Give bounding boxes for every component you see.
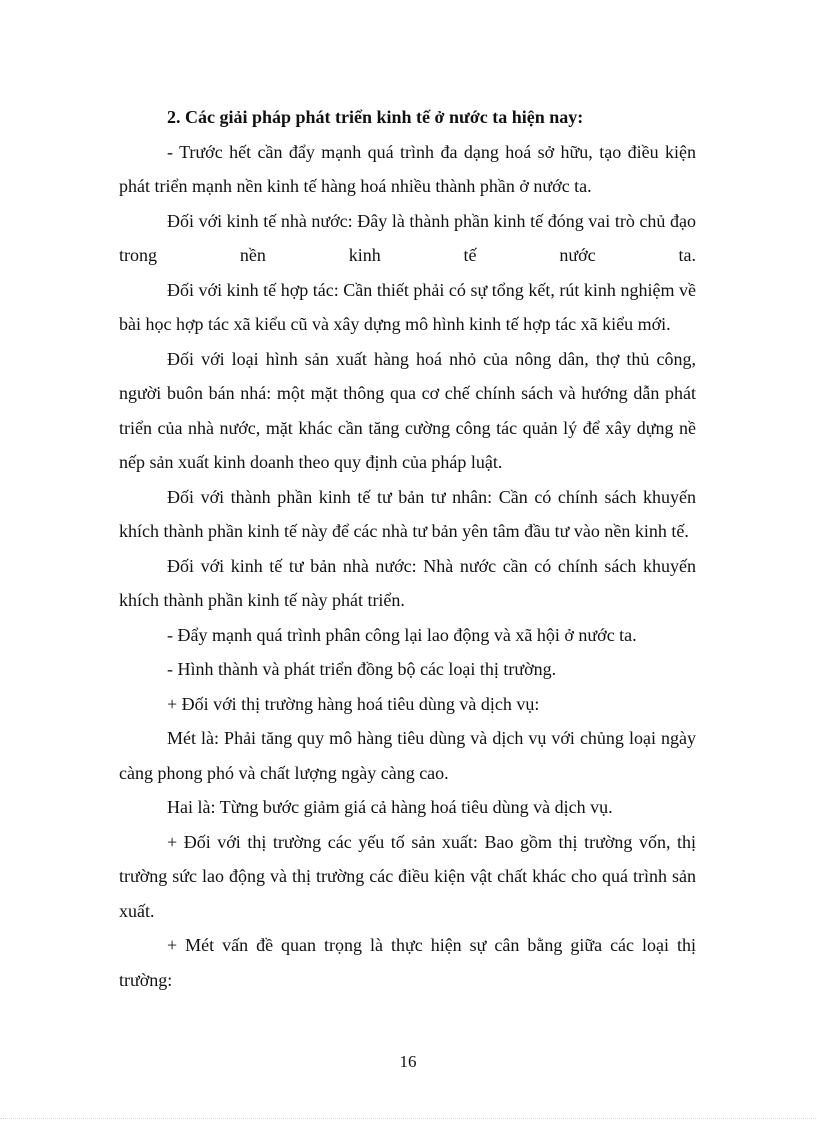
paragraph-state-capital: Đối với kinh tế tư bản nhà nước: Nhà nước cần có chính sách khuyến khích thành phần kinh tế này phát triển.	[119, 555, 696, 610]
paragraph-market-development: - Hình thành và phát triển đồng bộ các loại thị trường.	[167, 659, 557, 679]
page-body	[119, 100, 696, 997]
paragraph-first-point: Mét là: Phải tăng quy mô hàng tiêu dùng và dịch vụ với chủng loại ngày càng phong phó và chất lượng ngày càng cao.	[119, 728, 696, 783]
page-number: 16	[399, 1052, 417, 1071]
paragraph-state-economy: Đối với kinh tế nhà nước: Đây là thành phần kinh tế đóng vai trò chủ đạo trong nền kinh tế nước ta.	[119, 210, 696, 265]
paragraph-cooperative-economy: Đối với kinh tế hợp tác: Cần thiết phải có sự tổng kết, rút kinh nghiệm về bài học hợp tác xã kiểu cũ và xây dựng mô hình kinh tế hợp tác xã kiểu mới.	[119, 279, 696, 334]
paragraph-private-capital: Đối với thành phần kinh tế tư bản tư nhân: Cần có chính sách khuyến khích thành phần kinh tế này để các nhà tư bản yên tâm đầu tư vào nền kinh tế.	[119, 486, 696, 541]
page-bottom-divider	[0, 1118, 816, 1119]
paragraph-labor-division: - Đẩy mạnh quá trình phân công lại lao động và xã hội ở nước ta.	[167, 624, 637, 645]
paragraph-market-balance: + Mét vấn đề quan trọng là thực hiện sự cân bằng giữa các loại thị trường:	[119, 935, 696, 990]
paragraph-production-factors: + Đối với thị trường các yếu tố sản xuất: Bao gồm thị trường vốn, thị trường sức lao động và thị trường các điều kiện vật chất khác cho quá trình sản xuất.	[119, 831, 696, 921]
section-heading: 2. Các giải pháp phát triển kinh tế ở nước ta hiện nay:	[167, 107, 584, 127]
paragraph-consumer-market: + Đối với thị trường hàng hoá tiêu dùng và dịch vụ:	[167, 693, 540, 714]
paragraph-small-production: Đối với loại hình sản xuất hàng hoá nhỏ của nông dân, thợ thủ công, người buôn bán nhá: một mặt thông qua cơ chế chính sách và hướng dẫn phát triển của nhà nước, mặt khác cần tăng cường công tác quản lý để xây dựng nề nếp sản xuất kinh doanh theo quy định của pháp luật.	[119, 348, 696, 472]
paragraph-diversify-ownership: - Trước hết cần đẩy mạnh quá trình đa dạng hoá sở hữu, tạo điều kiện phát triển mạnh nền kinh tế hàng hoá nhiều thành phần ở nước ta.	[119, 141, 696, 196]
paragraph-second-point: Hai là: Từng bước giảm giá cả hàng hoá tiêu dùng và dịch vụ.	[167, 797, 613, 817]
